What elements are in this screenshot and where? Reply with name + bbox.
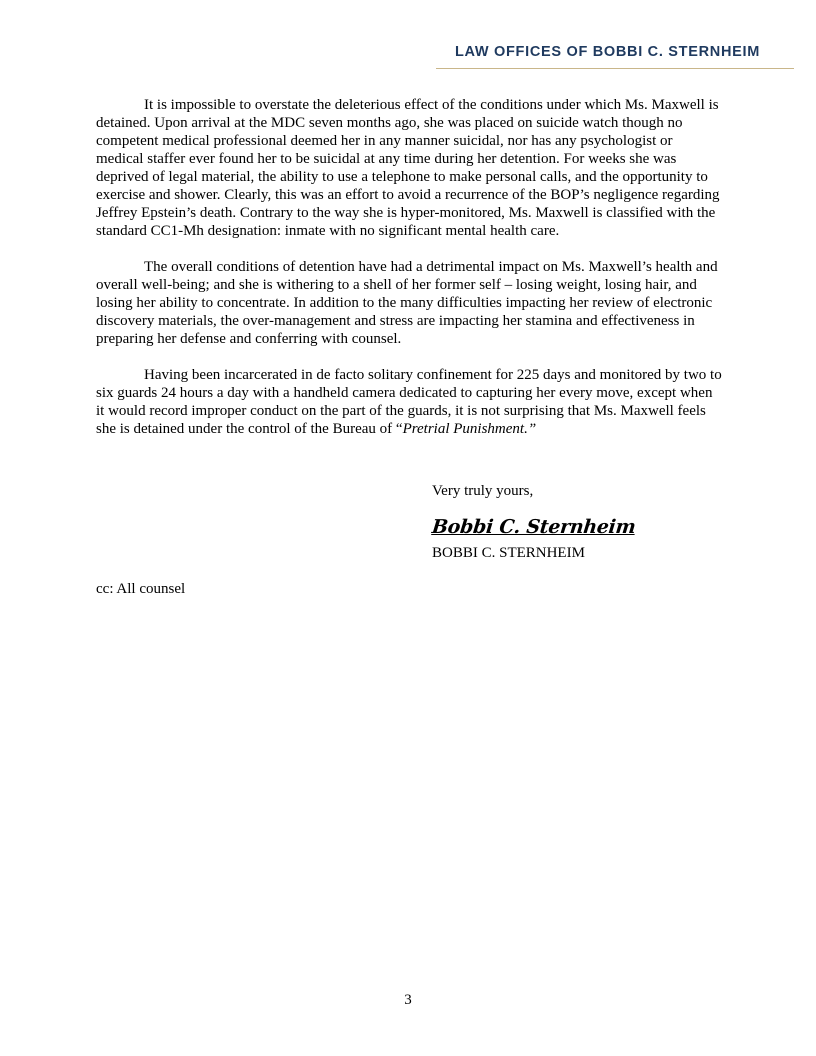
letterhead xyxy=(436,44,794,69)
handwritten-signature: Bobbi C. Sternheim xyxy=(430,516,637,538)
valediction: Very truly yours, xyxy=(432,483,534,499)
paragraph-solitary-confinement xyxy=(96,366,722,438)
cc-line: cc: All counsel xyxy=(96,581,186,597)
letterhead-title: LAW OFFICES OF BOBBI C. STERNHEIM xyxy=(454,44,760,60)
paragraph-detention-conditions: It is impossible to overstate the deleterious effect of the conditions under which Ms. Maxwell is detained. Upon arrival at the MDC seven months ago, she was placed on suicide watch though no competent medical professional deemed her in any manner suicidal, nor has any psychologist or medical staffer ever found her to be suicidal at any time during her detention. For weeks she was deprived of legal material, the ability to use a telephone to make personal calls, and the opportunity to exercise and shower. Clearly, this was an effort to avoid a recurrence of the BOP’s negligence regarding Jeffrey Epstein’s death. Contrary to the way she is hyper-monitored, Ms. Maxwell is classified with the standard CC1-Mh designation: inmate with no significant mental health care. xyxy=(96,97,720,239)
pretrial-punishment-emphasis: Pretrial Punishment.” xyxy=(402,421,537,437)
paragraph-health-impact: The overall conditions of detention have had a detrimental impact on Ms. Maxwell’s health and overall well-being; and she is withering to a shell of her former self – losing weight, losing hair, and losing her ability to concentrate. In addition to the many difficulties impacting her review of electronic discovery materials, the over-management and stress are impacting her stamina and effectiveness in preparing her defense and conferring with counsel. xyxy=(96,259,718,347)
letter-body xyxy=(96,96,722,456)
signer-name: BOBBI C. STERNHEIM xyxy=(432,545,585,561)
page-number: 3 xyxy=(404,992,412,1008)
paragraph-solitary-text: Having been incarcerated in de facto solitary confinement for 225 days and monitored by two to six guards 24 hours a day with a handheld camera dedicated to capturing her every move, except when it would record improper conduct on the part of the guards, it is not surprising that Ms. Maxwell feels she is detained under the control of the Bureau of “ xyxy=(96,367,722,437)
